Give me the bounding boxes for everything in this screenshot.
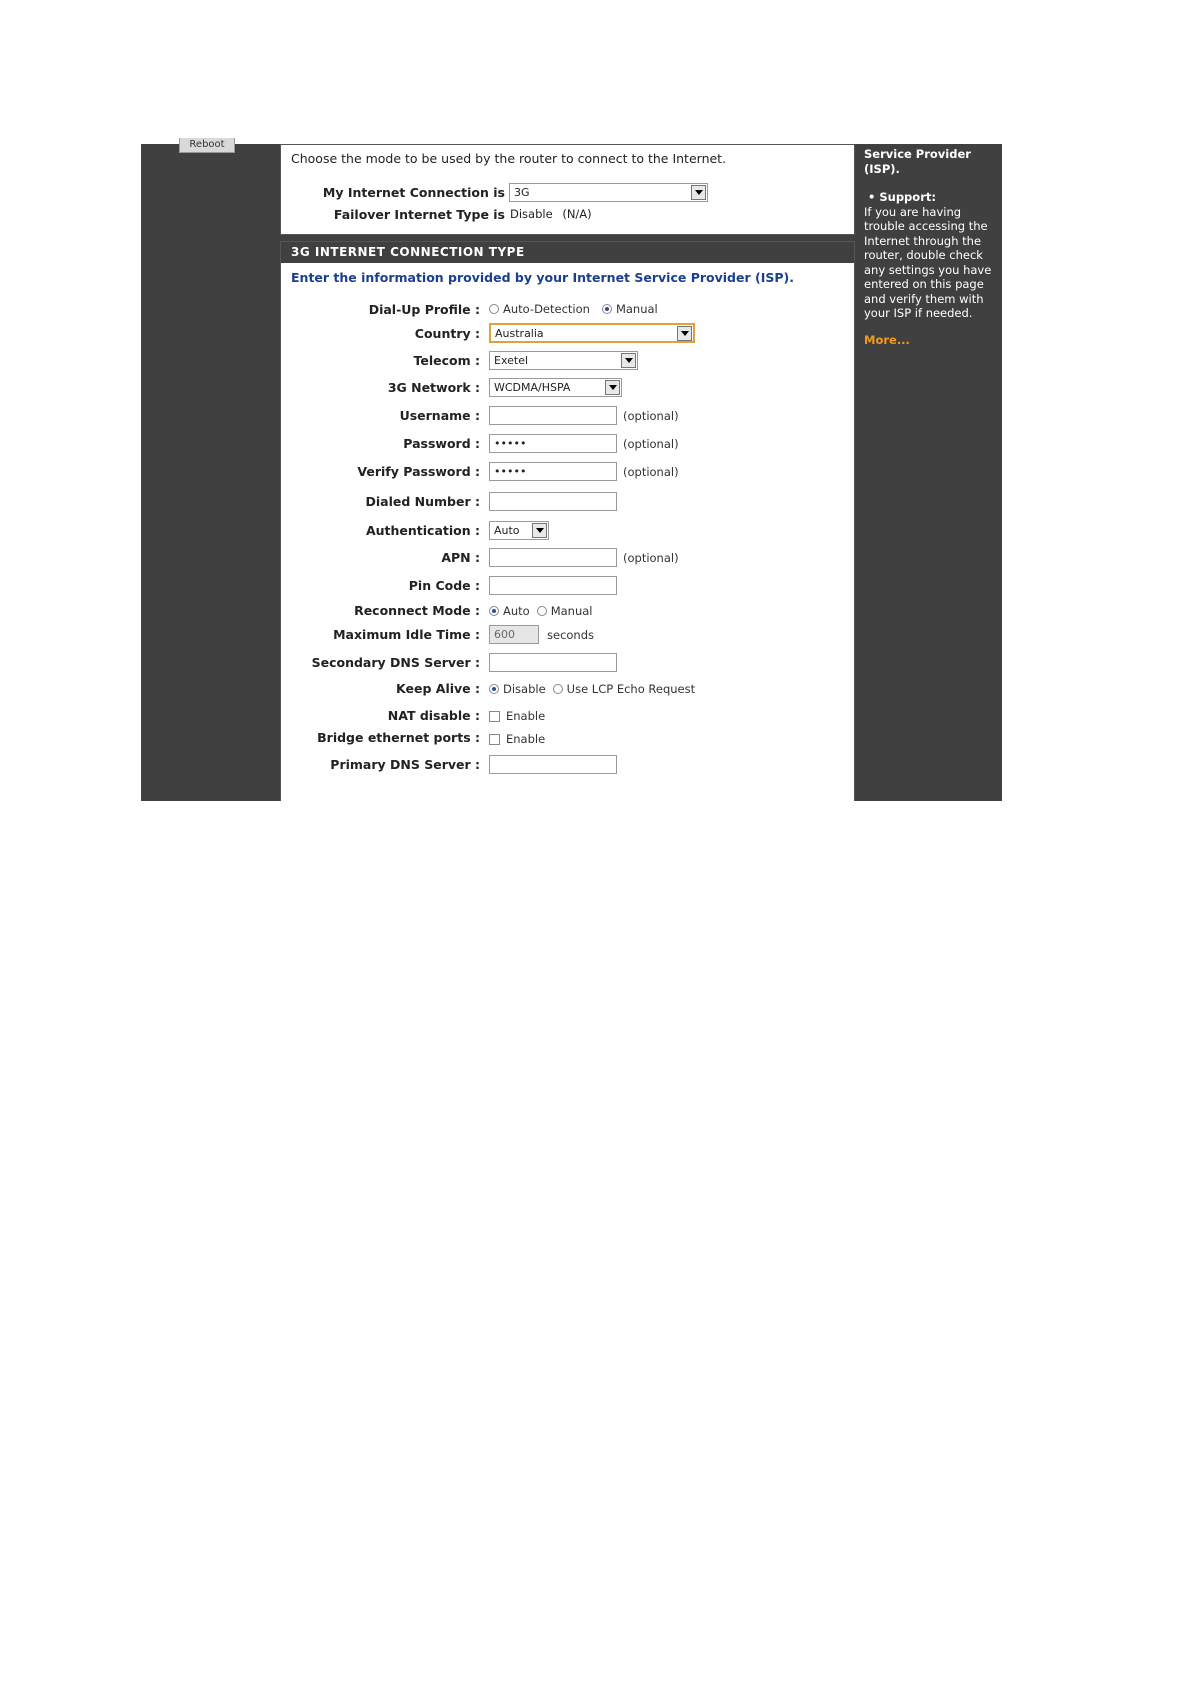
reconnect-manual-radio[interactable] <box>537 606 547 616</box>
help-support-line: trouble accessing the <box>864 219 988 233</box>
primary-dns-input[interactable] <box>489 755 617 774</box>
reconnect-auto-radio[interactable] <box>489 606 499 616</box>
country-select[interactable] <box>489 323 695 343</box>
connection-mode-box <box>280 144 855 235</box>
verify-password-control <box>489 462 679 481</box>
verify-password-input[interactable]: ••••• <box>489 462 617 481</box>
telecom-value: Exetel <box>494 354 529 367</box>
bridge-ports-label: Bridge ethernet ports : <box>317 730 480 745</box>
keep-alive-disable-label: Disable <box>503 682 546 696</box>
authentication-label: Authentication : <box>365 523 480 538</box>
chevron-down-icon <box>605 380 620 395</box>
max-idle-time-input[interactable]: 600 <box>489 625 539 644</box>
dialed-number-input[interactable] <box>489 492 617 511</box>
authentication-value: Auto <box>494 524 520 537</box>
help-isp-line2: (ISP). <box>864 161 900 176</box>
keep-alive-lcp-label: Use LCP Echo Request <box>566 682 696 696</box>
dialup-auto-label: Auto-Detection <box>503 302 590 316</box>
username-input[interactable] <box>489 406 617 425</box>
bridge-ports-option: Enable <box>506 732 546 746</box>
connection-mode-intro: Choose the mode to be used by the router to connect to the Internet. <box>291 151 727 166</box>
keep-alive-lcp-radio[interactable] <box>553 684 563 694</box>
telecom-select[interactable] <box>489 351 638 370</box>
my-connection-select[interactable] <box>509 183 708 202</box>
apn-control <box>489 548 679 567</box>
my-connection-control <box>509 183 708 202</box>
network-label: 3G Network : <box>387 380 480 395</box>
reconnect-manual-label: Manual <box>550 604 593 618</box>
secondary-dns-control <box>489 653 617 672</box>
network-control <box>489 378 622 397</box>
password-input[interactable]: ••••• <box>489 434 617 453</box>
apn-note: (optional) <box>623 550 679 565</box>
my-connection-value: 3G <box>514 186 530 199</box>
verify-password-note: (optional) <box>623 464 679 479</box>
username-label: Username : <box>399 408 480 423</box>
help-support-line: any settings you have <box>864 262 992 277</box>
help-support-line: entered on this page <box>864 277 984 291</box>
reconnect-mode-label: Reconnect Mode : <box>354 603 480 618</box>
max-idle-time-label: Maximum Idle Time : <box>333 627 480 642</box>
reconnect-auto-label: Auto <box>503 604 530 618</box>
help-support-title-row <box>864 190 998 205</box>
keep-alive-label: Keep Alive : <box>396 681 480 696</box>
keep-alive-disable-radio[interactable] <box>489 684 499 694</box>
failover-note: (N/A) <box>562 207 592 221</box>
dialed-number-control <box>489 492 617 511</box>
section-title: 3G INTERNET CONNECTION TYPE <box>281 242 854 263</box>
section-instruction: Enter the information provided by your Internet Service Provider (ISP). <box>291 270 794 285</box>
pin-code-input[interactable] <box>489 576 617 595</box>
country-value: Australia <box>495 326 544 340</box>
max-idle-time-unit: seconds <box>547 627 595 642</box>
nat-disable-control <box>489 709 545 723</box>
help-support-line: If you are having <box>864 204 962 219</box>
chevron-down-icon <box>532 523 547 538</box>
pin-code-label: Pin Code : <box>408 578 480 593</box>
help-support-line: your ISP if needed. <box>864 306 973 320</box>
dialed-number-label: Dialed Number : <box>365 494 480 509</box>
bridge-ports-checkbox[interactable] <box>489 734 500 745</box>
chevron-down-icon <box>621 353 636 368</box>
nat-disable-checkbox[interactable] <box>489 711 500 722</box>
bullet-icon: • <box>864 190 880 204</box>
dialup-manual-radio[interactable] <box>602 304 612 314</box>
chevron-down-icon <box>677 326 692 341</box>
failover-label: Failover Internet Type is <box>333 207 505 222</box>
authentication-select[interactable] <box>489 521 549 540</box>
telecom-control <box>489 351 638 370</box>
apn-input[interactable] <box>489 548 617 567</box>
apn-label: APN : <box>441 550 480 565</box>
help-support-line: and verify them with <box>864 291 984 306</box>
password-note: (optional) <box>623 436 679 451</box>
my-connection-label: My Internet Connection is <box>322 185 505 200</box>
chevron-down-icon <box>691 185 706 200</box>
pin-code-control <box>489 576 617 595</box>
failover-value-group <box>510 207 592 221</box>
help-support-title: Support: <box>879 190 936 204</box>
country-control <box>489 323 695 343</box>
country-label: Country : <box>414 326 480 341</box>
max-idle-time-control <box>489 625 594 644</box>
help-more-link[interactable]: More... <box>864 332 910 347</box>
secondary-dns-input[interactable] <box>489 653 617 672</box>
authentication-control <box>489 521 549 540</box>
secondary-dns-label: Secondary DNS Server : <box>311 655 480 670</box>
reconnect-mode-control <box>489 604 593 618</box>
reboot-button[interactable]: Reboot <box>179 138 235 153</box>
help-support-line: Internet through the <box>864 233 982 248</box>
primary-dns-label: Primary DNS Server : <box>330 757 480 772</box>
left-navigation <box>141 139 275 801</box>
dialup-manual-label: Manual <box>615 302 658 316</box>
router-settings-screenshot <box>141 139 1004 801</box>
dialup-profile-label: Dial-Up Profile : <box>368 302 480 317</box>
help-isp-line1: Service Provider <box>864 147 971 161</box>
primary-dns-control <box>489 755 617 774</box>
network-value: WCDMA/HSPA <box>494 381 571 394</box>
verify-password-label: Verify Password : <box>357 464 480 479</box>
dialup-profile-control <box>489 302 658 316</box>
password-label: Password : <box>403 436 480 451</box>
help-support-line: router, double check <box>864 248 983 262</box>
password-control <box>489 434 679 453</box>
username-note: (optional) <box>623 408 679 423</box>
failover-value: Disable <box>510 207 553 221</box>
username-control <box>489 406 679 425</box>
network-select[interactable] <box>489 378 622 397</box>
keep-alive-control <box>489 682 695 696</box>
main-panel <box>275 144 1002 801</box>
3g-connection-section <box>280 241 855 801</box>
telecom-label: Telecom : <box>413 353 480 368</box>
help-sidebar <box>860 144 1002 801</box>
nat-disable-label: NAT disable : <box>387 708 480 723</box>
bridge-ports-control <box>489 732 545 746</box>
nat-disable-option: Enable <box>506 709 546 723</box>
dialup-auto-radio[interactable] <box>489 304 499 314</box>
